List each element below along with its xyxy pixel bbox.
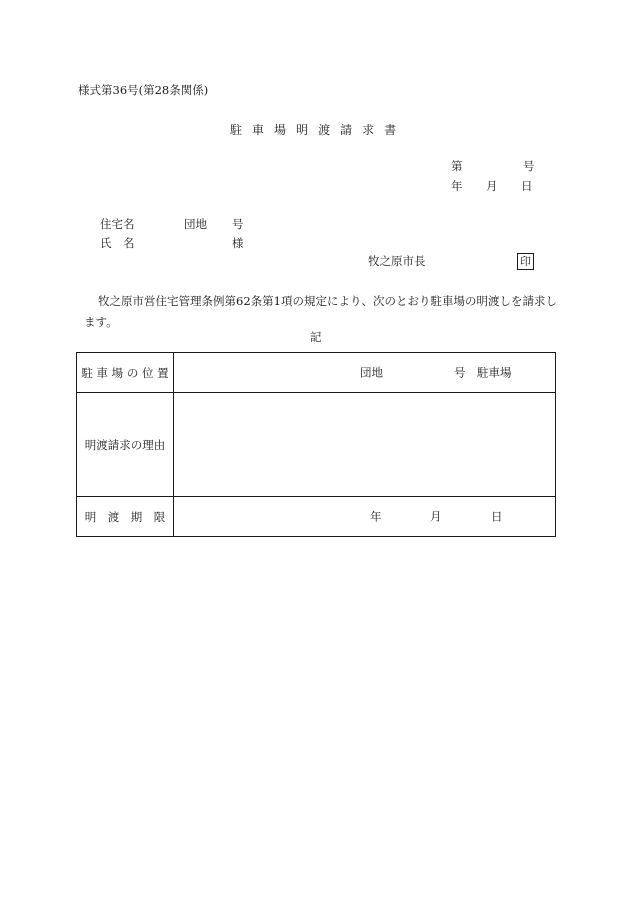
title-char: 駐 [230, 123, 243, 137]
address-label: 住宅名 [100, 217, 135, 231]
row-label-reason: 明渡請求の理由 [77, 393, 174, 497]
deadline-cell [174, 497, 556, 537]
title-char: 車 [252, 123, 265, 137]
date-day: 日 [521, 179, 533, 193]
name-label: 氏 名 [100, 236, 135, 250]
title-char: 明 [296, 123, 309, 137]
location-gou: 号 [454, 364, 466, 379]
date-month: 月 [486, 179, 498, 193]
title-char: 請 [340, 123, 353, 137]
row-label-location: 駐 車 場 の 位 置 [77, 353, 174, 393]
row-label-deadline: 明 渡 期 限 [77, 497, 174, 537]
deadline-month: 月 [430, 508, 442, 523]
body-text: 牧之原市営住宅管理条例第62条第1項の規定により、次のとおり駐車場の明渡しを請求します。 [84, 294, 557, 329]
number-label: 号 [232, 217, 244, 231]
table-row [77, 353, 556, 393]
honorific: 様 [232, 236, 244, 250]
date-year: 年 [451, 179, 463, 193]
title-char: 場 [274, 123, 287, 137]
title-char: 求 [362, 123, 375, 137]
danchi-label: 団地 [184, 217, 207, 231]
deadline-year: 年 [370, 508, 382, 523]
table-row [77, 393, 556, 497]
location-cell [174, 353, 556, 393]
deadline-day: 日 [491, 508, 503, 523]
form-number: 様式第36号(第28条関係) [78, 83, 209, 97]
table-row [77, 497, 556, 537]
location-danchi: 団地 [360, 364, 383, 379]
reason-cell [174, 393, 556, 497]
seal-mark: 印 [517, 253, 534, 270]
request-table [76, 352, 556, 537]
doc-number-suffix: 号 [523, 159, 535, 173]
recipient: 牧之原市長 [368, 254, 426, 268]
doc-number-prefix: 第 [451, 159, 463, 173]
title-char: 書 [384, 123, 397, 137]
location-parking: 駐車場 [477, 364, 512, 379]
title-char: 渡 [318, 123, 331, 137]
ki-label: 記 [310, 330, 322, 344]
document-title [230, 124, 406, 136]
